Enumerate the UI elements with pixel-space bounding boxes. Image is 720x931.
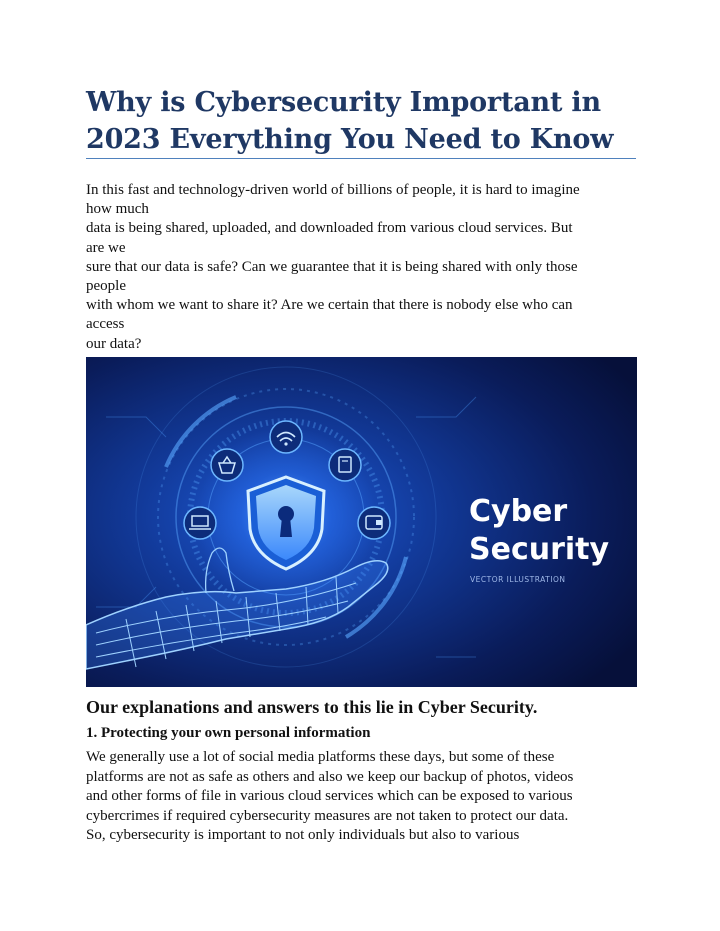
body-line: cybercrimes if required cybersecurity measures are not taken to protect our data.: [86, 807, 569, 824]
body-paragraph: [86, 748, 646, 846]
laptop-icon: [184, 507, 216, 539]
intro-line: access: [86, 316, 125, 333]
section-heading: Our explanations and answers to this lie in Cyber Security.: [86, 697, 538, 717]
hero-headline-line-2: Security: [469, 532, 610, 567]
intro-line: data is being shared, uploaded, and downloaded from various cloud services. But: [86, 220, 573, 237]
body-line: platforms are not as safe as others and also we keep our backup of photos, videos: [86, 768, 574, 785]
cyber-security-illustration: [86, 357, 637, 687]
shopping-basket-icon: [211, 449, 243, 481]
body-line: We generally use a lot of social media platforms these days, but some of these: [86, 749, 555, 765]
intro-line: sure that our data is safe? Can we guarantee that it is being shared with only those: [86, 258, 578, 275]
wallet-icon: [358, 507, 390, 539]
wifi-icon: [270, 421, 302, 453]
body-line: So, cybersecurity is important to not only individuals but also to various: [86, 827, 520, 844]
body-line: and other forms of file in various cloud services which can be exposed to various: [86, 788, 573, 805]
subsection-heading: 1. Protecting your own personal information: [86, 725, 371, 741]
title-line-2: 2023 Everything You Need to Know: [86, 124, 614, 155]
intro-paragraph: [86, 181, 646, 354]
intro-line: with whom we want to share it? Are we certain that there is nobody else who can: [86, 297, 573, 314]
intro-line: are we: [86, 239, 126, 256]
hero-caption: VECTOR ILLUSTRATION: [470, 575, 566, 584]
hero-headline-line-1: Cyber: [469, 494, 568, 529]
intro-line: how much: [86, 201, 149, 218]
title-underline: [86, 158, 636, 159]
intro-line: our data?: [86, 335, 142, 352]
article-title: [86, 84, 646, 158]
intro-line: people: [86, 278, 126, 295]
notebook-icon: [329, 449, 361, 481]
intro-line: In this fast and technology-driven world of billions of people, it is hard to imagine: [86, 182, 580, 198]
title-line-1: Why is Cybersecurity Important in: [86, 87, 601, 118]
